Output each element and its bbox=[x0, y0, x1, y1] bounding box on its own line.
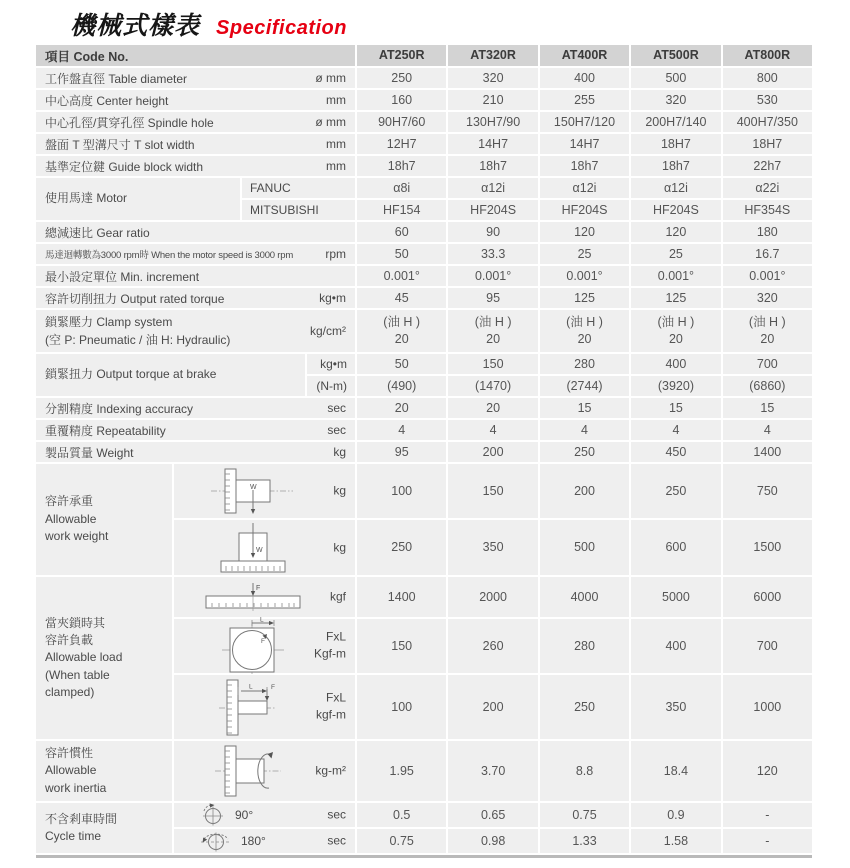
value-cell: 125 bbox=[540, 288, 629, 308]
value-cell: 6000 bbox=[723, 577, 812, 617]
value-cell: 4 bbox=[723, 420, 812, 440]
value-cell bbox=[540, 310, 629, 352]
motor-brand-label: MITSUBISHI bbox=[250, 203, 319, 217]
row-unit: rpm bbox=[325, 247, 346, 261]
row-label: 重覆精度 Repeatability bbox=[45, 423, 166, 438]
value-cell: 800 bbox=[723, 68, 812, 88]
row-label-cell bbox=[36, 266, 355, 286]
table-subrow bbox=[242, 178, 812, 198]
diagram-cell bbox=[174, 675, 355, 739]
group-row-label bbox=[36, 464, 172, 575]
value-cell: 120 bbox=[631, 222, 720, 242]
value-cell: 18.4 bbox=[631, 741, 720, 801]
row-label-line: (When table bbox=[45, 667, 110, 682]
row-label-cell bbox=[36, 134, 355, 154]
value-cell: 400 bbox=[540, 68, 629, 88]
title-english: Specification bbox=[216, 17, 347, 39]
row-unit: ø mm bbox=[315, 115, 346, 129]
row-label-cell bbox=[36, 68, 355, 88]
row-label: 盤面 T 型溝尺寸 T slot width bbox=[45, 137, 195, 152]
table-subrow bbox=[174, 520, 812, 575]
value-cell bbox=[723, 310, 812, 352]
value-cell: α12i bbox=[448, 178, 537, 198]
table-row-group bbox=[36, 354, 812, 396]
row-label-cell bbox=[36, 112, 355, 132]
spec-table bbox=[36, 45, 812, 858]
table-subrow bbox=[174, 829, 812, 853]
value-cell: 280 bbox=[540, 619, 629, 673]
table-row bbox=[36, 398, 812, 418]
row-unit bbox=[333, 539, 346, 556]
row-unit: ø mm bbox=[315, 71, 346, 85]
value-cell: 18H7 bbox=[723, 134, 812, 154]
value-cell: 60 bbox=[357, 222, 446, 242]
load-side-view-diagram bbox=[205, 675, 301, 739]
value-cell: 700 bbox=[723, 619, 812, 673]
value-cell: 750 bbox=[723, 464, 812, 518]
value-cell: 8.8 bbox=[540, 741, 629, 801]
value-cell: 20 bbox=[448, 398, 537, 418]
value-cell: 1400 bbox=[723, 442, 812, 462]
value-cell: 33.3 bbox=[448, 244, 537, 264]
table-subrow bbox=[174, 616, 812, 673]
value-cell: 450 bbox=[631, 442, 720, 462]
clamp-value-prefix: (油 H ) bbox=[657, 315, 695, 330]
value-cell: 0.75 bbox=[357, 829, 446, 853]
value-cell: 130H7/90 bbox=[448, 112, 537, 132]
value-cell: 4000 bbox=[540, 577, 629, 617]
cycle-angle-label: 90° bbox=[235, 808, 254, 822]
clamp-value-prefix: (油 H ) bbox=[474, 315, 512, 330]
table-row bbox=[36, 112, 812, 132]
value-cell: 350 bbox=[448, 520, 537, 575]
value-cell: 250 bbox=[540, 675, 629, 739]
value-cell: 400 bbox=[631, 354, 720, 374]
svg-text:W: W bbox=[249, 484, 257, 491]
value-cell: 100 bbox=[357, 464, 446, 518]
row-label-cell bbox=[36, 420, 355, 440]
row-label-line: 容許負載 bbox=[45, 632, 94, 647]
value-cell: α22i bbox=[723, 178, 812, 198]
row-label-line: Cycle time bbox=[45, 829, 102, 843]
diagram-cell bbox=[174, 741, 355, 801]
value-cell: 320 bbox=[631, 90, 720, 110]
row-label-line: 容許慣性 bbox=[45, 745, 94, 760]
value-cell: 260 bbox=[448, 619, 537, 673]
unit-line: kgf bbox=[329, 589, 346, 604]
diagram-cell bbox=[174, 616, 355, 673]
value-cell: 0.001° bbox=[723, 266, 812, 286]
diagram-cell bbox=[174, 520, 355, 575]
group-row-label bbox=[36, 803, 172, 853]
row-label-line2: (空 P: Pneumatic / 油 H: Hydraulic) bbox=[45, 333, 231, 347]
table-row bbox=[36, 310, 812, 352]
value-cell: 4 bbox=[631, 420, 720, 440]
unit-line: kgf-m bbox=[316, 708, 346, 722]
table-subrow bbox=[307, 354, 812, 374]
row-unit: kg/cm² bbox=[310, 324, 346, 338]
header-code-no-label: 項目 Code No. bbox=[45, 49, 129, 64]
value-cell: - bbox=[723, 829, 812, 853]
table-row bbox=[36, 90, 812, 110]
value-cell: 18h7 bbox=[448, 156, 537, 176]
value-cell: HF204S bbox=[540, 200, 629, 220]
value-cell: AT800R bbox=[723, 45, 812, 66]
value-cell: 0.001° bbox=[631, 266, 720, 286]
row-label-line: work inertia bbox=[45, 780, 107, 795]
value-cell: (3920) bbox=[631, 376, 720, 396]
value-cell: 5000 bbox=[631, 577, 720, 617]
motor-brand-label: FANUC bbox=[250, 181, 291, 195]
value-cell: α12i bbox=[631, 178, 720, 198]
value-cell bbox=[631, 310, 720, 352]
value-cell: 4 bbox=[448, 420, 537, 440]
row-unit: sec bbox=[327, 423, 346, 437]
inertia-diagram bbox=[205, 743, 301, 799]
row-label: 工作盤直徑 Table diameter bbox=[45, 71, 188, 86]
value-cell: 350 bbox=[631, 675, 720, 739]
row-unit bbox=[333, 482, 346, 499]
clamp-label-lines bbox=[45, 313, 230, 349]
value-cell: 0.65 bbox=[448, 803, 537, 827]
value-cell: 14H7 bbox=[540, 134, 629, 154]
value-cell: 500 bbox=[540, 520, 629, 575]
value-cell: 15 bbox=[631, 398, 720, 418]
value-cell: 1.33 bbox=[540, 829, 629, 853]
cycle-angle-label: 180° bbox=[241, 834, 266, 848]
unit-line: sec bbox=[327, 833, 346, 848]
table-row-group bbox=[36, 741, 812, 801]
clamp-value: 20 bbox=[577, 332, 592, 346]
row-label-line: work weight bbox=[45, 529, 109, 544]
row-label-cell bbox=[36, 222, 355, 242]
row-unit bbox=[327, 832, 346, 849]
value-cell: - bbox=[723, 803, 812, 827]
row-label: 鎖緊扭力 Output torque at brake bbox=[45, 367, 217, 382]
value-cell: (1470) bbox=[448, 376, 537, 396]
value-cell: 0.001° bbox=[540, 266, 629, 286]
value-cell: HF354S bbox=[723, 200, 812, 220]
row-unit: sec bbox=[327, 401, 346, 415]
value-cell: 50 bbox=[357, 244, 446, 264]
diagram-cell bbox=[174, 464, 355, 518]
cycle-label-cell bbox=[174, 829, 355, 853]
table-row bbox=[36, 288, 812, 308]
row-label-cell bbox=[36, 310, 355, 352]
value-cell: 95 bbox=[357, 442, 446, 462]
rotate-90-icon bbox=[200, 802, 226, 828]
svg-text:F: F bbox=[255, 585, 260, 592]
value-cell: 16.7 bbox=[723, 244, 812, 264]
group-subrows bbox=[174, 464, 812, 575]
value-cell: 15 bbox=[723, 398, 812, 418]
value-cell: 250 bbox=[540, 442, 629, 462]
value-cell: 150 bbox=[357, 619, 446, 673]
row-label-line: 當夾鎖時其 bbox=[45, 615, 106, 630]
value-cell: α8i bbox=[357, 178, 446, 198]
table-subrow bbox=[242, 200, 812, 220]
row-label-cell bbox=[36, 156, 355, 176]
row-label-cell bbox=[36, 244, 355, 264]
load-thrust-diagram bbox=[198, 581, 308, 613]
value-cell: 25 bbox=[540, 244, 629, 264]
group-subrows bbox=[242, 178, 812, 220]
value-cell: 12H7 bbox=[357, 134, 446, 154]
value-cell: 150H7/120 bbox=[540, 112, 629, 132]
row-label: 容許切削扭力 Output rated torque bbox=[45, 291, 225, 306]
value-cell: α12i bbox=[540, 178, 629, 198]
clamp-value-prefix: (油 H ) bbox=[748, 315, 786, 330]
value-cell: 90 bbox=[448, 222, 537, 242]
unit-line: Kgf-m bbox=[313, 647, 346, 661]
unit-line: FxL bbox=[325, 690, 346, 705]
value-cell: HF154 bbox=[357, 200, 446, 220]
work-weight-vertical-diagram bbox=[205, 521, 301, 575]
value-cell: 1.58 bbox=[631, 829, 720, 853]
row-unit bbox=[315, 762, 346, 779]
value-cell: 0.001° bbox=[448, 266, 537, 286]
table-subrow bbox=[307, 376, 812, 396]
table-row-group bbox=[36, 803, 812, 853]
svg-text:L: L bbox=[248, 683, 253, 691]
table-row-group bbox=[36, 464, 812, 575]
value-cell: 18h7 bbox=[631, 156, 720, 176]
value-cell: 400 bbox=[631, 619, 720, 673]
table-subrow bbox=[174, 803, 812, 827]
row-label: 基準定位鍵 Guide block width bbox=[45, 159, 204, 174]
clamp-value: 20 bbox=[668, 332, 683, 346]
value-cell: 22h7 bbox=[723, 156, 812, 176]
row-unit bbox=[316, 690, 346, 725]
unit-line: sec bbox=[327, 807, 346, 822]
group-subrows bbox=[174, 577, 812, 739]
row-unit: mm bbox=[326, 159, 346, 173]
table-subrow bbox=[174, 741, 812, 801]
value-cell: 18H7 bbox=[631, 134, 720, 154]
sub-unit-label: kg•m bbox=[320, 357, 347, 371]
row-unit bbox=[327, 806, 346, 823]
clamp-value-prefix: (油 H ) bbox=[383, 315, 421, 330]
value-cell: 160 bbox=[357, 90, 446, 110]
svg-text:L: L bbox=[259, 616, 264, 624]
value-cell: (490) bbox=[357, 376, 446, 396]
table-row bbox=[36, 134, 812, 154]
value-cell: HF204S bbox=[448, 200, 537, 220]
work-weight-horizontal-diagram bbox=[205, 466, 301, 516]
value-cell: 45 bbox=[357, 288, 446, 308]
value-cell: 15 bbox=[540, 398, 629, 418]
row-unit: mm bbox=[326, 93, 346, 107]
page-title bbox=[70, 6, 347, 42]
table-header-row bbox=[36, 45, 812, 66]
value-cell: 95 bbox=[448, 288, 537, 308]
row-unit: kg bbox=[333, 445, 346, 459]
value-cell: 200 bbox=[448, 675, 537, 739]
value-cell: AT500R bbox=[631, 45, 720, 66]
table-row bbox=[36, 420, 812, 440]
unit-line: FxL bbox=[325, 629, 346, 644]
clamp-value: 20 bbox=[394, 332, 409, 346]
row-label-cell bbox=[36, 442, 355, 462]
unit-line: kg-m² bbox=[315, 763, 346, 778]
sub-unit-label: (N-m) bbox=[316, 379, 347, 393]
sub-label-cell bbox=[242, 178, 355, 198]
cycle-label-cell bbox=[174, 803, 355, 827]
svg-text:F: F bbox=[270, 684, 275, 691]
value-cell: 210 bbox=[448, 90, 537, 110]
row-label-line: Allowable bbox=[45, 763, 97, 778]
svg-text:W: W bbox=[255, 546, 263, 554]
value-cell: 500 bbox=[631, 68, 720, 88]
value-cell: (2744) bbox=[540, 376, 629, 396]
group-subrows bbox=[174, 803, 812, 853]
table-row bbox=[36, 244, 812, 264]
value-cell: 530 bbox=[723, 90, 812, 110]
row-label: 最小設定單位 Min. increment bbox=[45, 269, 200, 284]
row-label-line: 不含剎車時間 bbox=[45, 811, 118, 826]
value-cell: 20 bbox=[357, 398, 446, 418]
value-cell: 50 bbox=[357, 354, 446, 374]
value-cell: 250 bbox=[357, 520, 446, 575]
value-cell: 250 bbox=[631, 464, 720, 518]
value-cell: 700 bbox=[723, 354, 812, 374]
row-label-cell bbox=[36, 288, 355, 308]
group-row-label bbox=[36, 577, 172, 739]
value-cell: 150 bbox=[448, 464, 537, 518]
row-unit: mm bbox=[326, 137, 346, 151]
sub-label-cell bbox=[307, 354, 355, 374]
table-row-group bbox=[36, 178, 812, 220]
value-cell: AT320R bbox=[448, 45, 537, 66]
value-cell: 0.9 bbox=[631, 803, 720, 827]
value-cell: AT250R bbox=[357, 45, 446, 66]
table-row bbox=[36, 266, 812, 286]
value-cell: 280 bbox=[540, 354, 629, 374]
value-cell: 120 bbox=[723, 741, 812, 801]
row-label-line: Allowable bbox=[45, 511, 97, 526]
row-label: 製品質量 Weight bbox=[45, 445, 134, 460]
value-cell: 200 bbox=[448, 442, 537, 462]
value-cell: 25 bbox=[631, 244, 720, 264]
row-label-cell bbox=[36, 398, 355, 418]
value-cell: 0.001° bbox=[357, 266, 446, 286]
value-cell: 1400 bbox=[357, 577, 446, 617]
sub-label-cell bbox=[307, 376, 355, 396]
row-label-cell bbox=[36, 90, 355, 110]
row-label: 中心孔徑/貫穿孔徑 Spindle hole bbox=[45, 115, 214, 130]
rotate-180-icon bbox=[200, 828, 232, 854]
row-label-line: Allowable load bbox=[45, 650, 123, 665]
value-cell bbox=[357, 310, 446, 352]
value-cell: 18h7 bbox=[357, 156, 446, 176]
value-cell: 320 bbox=[723, 288, 812, 308]
table-subrow bbox=[174, 464, 812, 518]
row-label-line: 容許承重 bbox=[45, 494, 94, 509]
value-cell: 0.5 bbox=[357, 803, 446, 827]
value-cell: 2000 bbox=[448, 577, 537, 617]
value-cell: 180 bbox=[723, 222, 812, 242]
value-cell: 600 bbox=[631, 520, 720, 575]
row-unit bbox=[330, 588, 346, 605]
value-cell: 1.95 bbox=[357, 741, 446, 801]
table-row-group bbox=[36, 577, 812, 739]
row-label: 中心高度 Center height bbox=[45, 93, 169, 108]
value-cell: 0.98 bbox=[448, 829, 537, 853]
row-unit bbox=[314, 629, 346, 664]
value-cell: 1000 bbox=[723, 675, 812, 739]
row-label-line1: 鎖緊壓力 Clamp system bbox=[45, 315, 173, 329]
clamp-value: 20 bbox=[760, 332, 775, 346]
group-row-label bbox=[36, 741, 172, 801]
group-subrows bbox=[307, 354, 812, 396]
row-unit: kg•m bbox=[319, 291, 346, 305]
table-subrow bbox=[174, 675, 812, 739]
row-label: 馬達迴轉數為3000 rpm時 When the motor speed is 3000 rpm bbox=[45, 250, 294, 261]
clamp-value: 20 bbox=[486, 332, 501, 346]
value-cell: 200H7/140 bbox=[631, 112, 720, 132]
value-cell: 3.70 bbox=[448, 741, 537, 801]
diagram-cell bbox=[174, 577, 355, 617]
group-row-label bbox=[36, 178, 240, 220]
header-code-no-cell bbox=[36, 45, 355, 66]
table-row bbox=[36, 156, 812, 176]
title-chinese: 機械式樣表 bbox=[70, 12, 201, 40]
load-top-view-diagram bbox=[217, 616, 289, 676]
value-cell bbox=[448, 310, 537, 352]
value-cell: AT400R bbox=[540, 45, 629, 66]
value-cell: 4 bbox=[357, 420, 446, 440]
value-cell: 1500 bbox=[723, 520, 812, 575]
value-cell: 320 bbox=[448, 68, 537, 88]
value-cell: 100 bbox=[357, 675, 446, 739]
group-row-label bbox=[36, 354, 305, 396]
table-row bbox=[36, 442, 812, 462]
value-cell: HF204S bbox=[631, 200, 720, 220]
row-label: 分割精度 Indexing accuracy bbox=[45, 401, 194, 416]
table-row bbox=[36, 222, 812, 242]
value-cell: 250 bbox=[357, 68, 446, 88]
table-subrow bbox=[174, 577, 812, 617]
value-cell: 14H7 bbox=[448, 134, 537, 154]
value-cell: 125 bbox=[631, 288, 720, 308]
svg-text:F: F bbox=[260, 638, 265, 645]
table-row bbox=[36, 68, 812, 88]
value-cell: 150 bbox=[448, 354, 537, 374]
row-label: 總減速比 Gear ratio bbox=[45, 225, 150, 240]
sub-label-cell bbox=[242, 200, 355, 220]
row-label: 使用馬達 Motor bbox=[45, 191, 128, 206]
value-cell: 90H7/60 bbox=[357, 112, 446, 132]
value-cell: 255 bbox=[540, 90, 629, 110]
value-cell: 200 bbox=[540, 464, 629, 518]
unit-line: kg bbox=[333, 539, 346, 554]
value-cell: (6860) bbox=[723, 376, 812, 396]
value-cell: 400H7/350 bbox=[723, 112, 812, 132]
clamp-value-prefix: (油 H ) bbox=[566, 315, 603, 330]
row-label-line: clamped) bbox=[45, 685, 95, 700]
value-cell: 120 bbox=[540, 222, 629, 242]
value-cell: 4 bbox=[540, 420, 629, 440]
value-cell: 18h7 bbox=[540, 156, 629, 176]
value-cell: 0.75 bbox=[540, 803, 629, 827]
unit-line: kg bbox=[333, 483, 346, 498]
group-subrows bbox=[174, 741, 812, 801]
